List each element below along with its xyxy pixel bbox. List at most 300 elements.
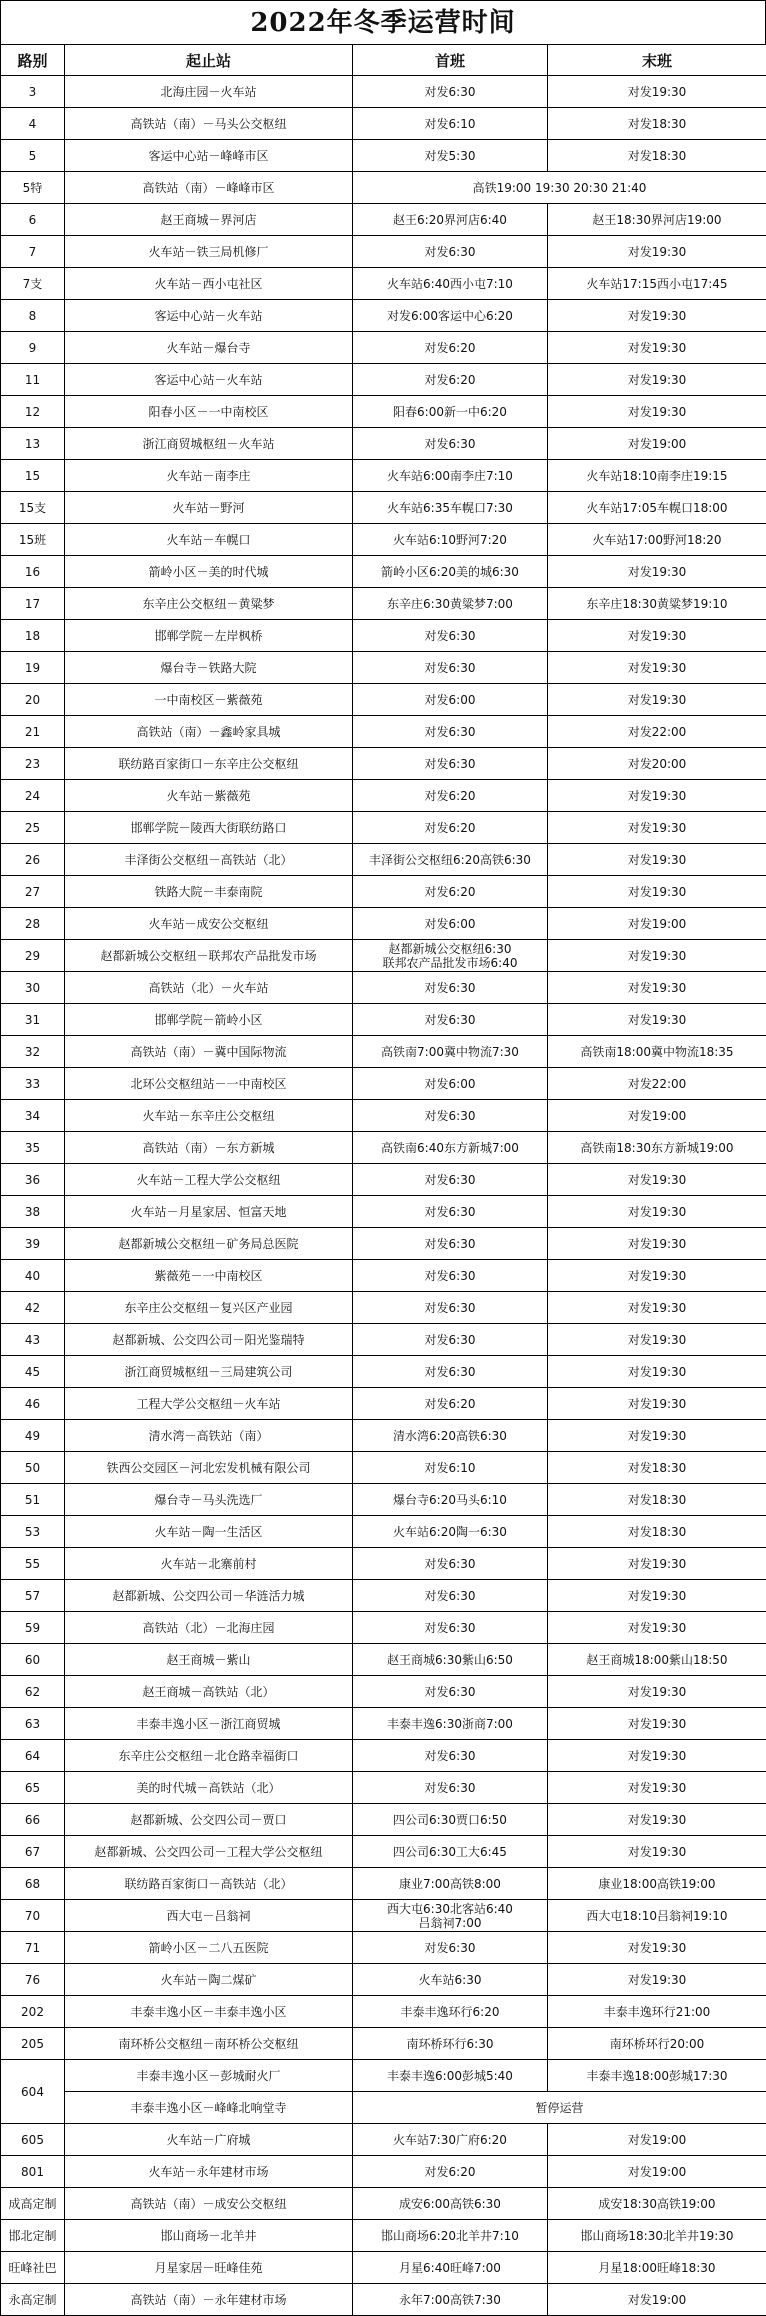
table-row	[1, 1740, 766, 1772]
table-row	[1, 1036, 766, 1068]
table-row	[1, 652, 766, 684]
first-bus-cell: 火车站7:30广府6:20	[353, 2124, 548, 2156]
first-bus-cell: 对发6:30	[353, 1772, 548, 1804]
first-bus-cell: 对发6:00	[353, 1068, 548, 1100]
last-bus-cell: 东辛庄18:30黄粱梦19:10	[548, 588, 766, 620]
last-bus-cell: 对发22:00	[548, 1068, 766, 1100]
table-row	[1, 236, 766, 268]
route-cell: 30	[1, 972, 65, 1004]
last-bus-cell: 火车站17:15西小屯17:45	[548, 268, 766, 300]
page-title: 2022年冬季运营时间	[0, 0, 766, 44]
header-route: 路别	[1, 45, 65, 76]
route-cell: 3	[1, 76, 65, 108]
table-row	[1, 1484, 766, 1516]
stations-cell: 火车站－西小屯社区	[65, 268, 353, 300]
first-bus-cell: 对发6:20	[353, 780, 548, 812]
route-cell: 5	[1, 140, 65, 172]
last-bus-cell: 西大屯18:10吕翁祠19:10	[548, 1900, 766, 1932]
first-bus-cell: 南环桥环行6:30	[353, 2028, 548, 2060]
route-cell: 46	[1, 1388, 65, 1420]
last-bus-cell: 对发19:30	[548, 876, 766, 908]
route-cell: 33	[1, 1068, 65, 1100]
stations-cell: 丰泰丰逸小区－峰峰北响堂寺	[65, 2092, 353, 2124]
route-cell: 34	[1, 1100, 65, 1132]
route-cell: 55	[1, 1548, 65, 1580]
stations-cell: 美的时代城－高铁站（北）	[65, 1772, 353, 1804]
last-bus-cell: 对发19:00	[548, 1100, 766, 1132]
table-row	[1, 1356, 766, 1388]
route-cell: 604	[1, 2060, 65, 2124]
route-cell: 59	[1, 1612, 65, 1644]
stations-cell: 赵都新城、公交四公司－阳光鉴瑞特	[65, 1324, 353, 1356]
route-cell: 17	[1, 588, 65, 620]
route-cell: 8	[1, 300, 65, 332]
first-bus-cell: 对发6:30	[353, 1196, 548, 1228]
last-bus-cell: 高铁南18:00冀中物流18:35	[548, 1036, 766, 1068]
route-cell: 9	[1, 332, 65, 364]
first-bus-cell: 对发6:30	[353, 972, 548, 1004]
first-bus-cell: 火车站6:20陶一6:30	[353, 1516, 548, 1548]
last-bus-cell: 对发18:30	[548, 140, 766, 172]
stations-cell: 铁路大院－丰泰南院	[65, 876, 353, 908]
route-cell: 7	[1, 236, 65, 268]
last-bus-cell: 邯山商场18:30北羊井19:30	[548, 2220, 766, 2252]
route-cell: 63	[1, 1708, 65, 1740]
first-bus-cell: 对发6:30	[353, 748, 548, 780]
table-row	[1, 780, 766, 812]
last-bus-cell: 对发19:30	[548, 1324, 766, 1356]
first-bus-cell: 月星6:40旺峰7:00	[353, 2252, 548, 2284]
last-bus-cell: 赵王商城18:00紫山18:50	[548, 1644, 766, 1676]
stations-cell: 赵都新城、公交四公司－华涟活力城	[65, 1580, 353, 1612]
route-cell: 57	[1, 1580, 65, 1612]
first-bus-cell: 对发6:00	[353, 908, 548, 940]
stations-cell: 箭岭小区－美的时代城	[65, 556, 353, 588]
table-row	[1, 748, 766, 780]
table-row	[1, 1804, 766, 1836]
last-bus-cell: 对发19:30	[548, 76, 766, 108]
first-bus-cell: 对发6:20	[353, 876, 548, 908]
route-cell: 24	[1, 780, 65, 812]
table-row	[1, 1708, 766, 1740]
stations-cell: 火车站－广府城	[65, 2124, 353, 2156]
table-row	[1, 812, 766, 844]
first-bus-cell: 火车站6:10野河7:20	[353, 524, 548, 556]
stations-cell: 高铁站（南）－东方新城	[65, 1132, 353, 1164]
last-bus-cell: 对发19:30	[548, 620, 766, 652]
first-bus-cell: 对发6:30	[353, 1164, 548, 1196]
table-row	[1, 524, 766, 556]
table-row	[1, 1836, 766, 1868]
first-bus-cell: 清水湾6:20高铁6:30	[353, 1420, 548, 1452]
table-row	[1, 2188, 766, 2220]
last-bus-cell: 对发19:30	[548, 1676, 766, 1708]
last-bus-cell: 火车站18:10南李庄19:15	[548, 460, 766, 492]
stations-cell: 赵王商城－界河店	[65, 204, 353, 236]
first-bus-cell: 对发6:30	[353, 236, 548, 268]
last-bus-cell: 南环桥环行20:00	[548, 2028, 766, 2060]
stations-cell: 高铁站（南）－成安公交枢纽	[65, 2188, 353, 2220]
last-bus-cell: 对发19:30	[548, 1420, 766, 1452]
route-cell: 28	[1, 908, 65, 940]
last-bus-cell: 对发19:30	[548, 1004, 766, 1036]
first-bus-cell: 对发6:30	[353, 1580, 548, 1612]
stations-cell: 客运中心站－峰峰市区	[65, 140, 353, 172]
stations-cell: 丰泽街公交枢纽－高铁站（北）	[65, 844, 353, 876]
stations-cell: 赵王商城－紫山	[65, 1644, 353, 1676]
route-cell: 42	[1, 1292, 65, 1324]
last-bus-cell: 对发19:30	[548, 844, 766, 876]
first-bus-cell: 火车站6:30	[353, 1964, 548, 1996]
stations-cell: 火车站－陶二煤矿	[65, 1964, 353, 1996]
first-bus-cell: 对发6:30	[353, 1932, 548, 1964]
first-bus-cell: 对发6:30	[353, 1260, 548, 1292]
table-row	[1, 1452, 766, 1484]
table-row	[1, 1868, 766, 1900]
last-bus-cell: 对发19:30	[548, 236, 766, 268]
route-cell: 51	[1, 1484, 65, 1516]
route-cell: 20	[1, 684, 65, 716]
stations-cell: 丰泰丰逸小区－丰泰丰逸小区	[65, 1996, 353, 2028]
route-cell: 64	[1, 1740, 65, 1772]
first-bus-cell: 高铁南7:00冀中物流7:30	[353, 1036, 548, 1068]
first-bus-cell: 对发6:30	[353, 1292, 548, 1324]
last-bus-cell: 对发19:30	[548, 1228, 766, 1260]
last-bus-cell: 对发19:30	[548, 396, 766, 428]
stations-cell: 爆台寺－马头洗选厂	[65, 1484, 353, 1516]
stations-cell: 高铁站（南）－鑫岭家具城	[65, 716, 353, 748]
route-cell: 49	[1, 1420, 65, 1452]
route-cell: 801	[1, 2156, 65, 2188]
merged-time-cell: 高铁19:00 19:30 20:30 21:40	[353, 172, 766, 204]
table-row	[1, 1996, 766, 2028]
first-bus-cell: 火车站6:40西小屯7:10	[353, 268, 548, 300]
stations-cell: 东辛庄公交枢纽－北仓路幸福街口	[65, 1740, 353, 1772]
last-bus-cell: 对发19:30	[548, 1164, 766, 1196]
table-row	[1, 1612, 766, 1644]
last-bus-cell: 丰泰丰逸环行21:00	[548, 1996, 766, 2028]
table-row	[1, 2220, 766, 2252]
first-bus-cell: 对发6:30	[353, 620, 548, 652]
table-row	[1, 1772, 766, 1804]
first-bus-cell: 对发6:30	[353, 652, 548, 684]
table-row	[1, 1580, 766, 1612]
first-bus-cell: 对发6:00客运中心6:20	[353, 300, 548, 332]
last-bus-cell: 赵王18:30界河店19:00	[548, 204, 766, 236]
route-cell: 40	[1, 1260, 65, 1292]
stations-cell: 浙江商贸城枢纽－三局建筑公司	[65, 1356, 353, 1388]
last-bus-cell: 火车站17:00野河18:20	[548, 524, 766, 556]
table-row	[1, 172, 766, 204]
stations-cell: 客运中心站－火车站	[65, 300, 353, 332]
first-bus-cell: 邯山商场6:20北羊井7:10	[353, 2220, 548, 2252]
stations-cell: 高铁站（南）－永年建材市场	[65, 2284, 353, 2316]
last-bus-cell: 对发19:00	[548, 908, 766, 940]
table-row	[1, 2156, 766, 2188]
first-bus-cell: 对发6:30	[353, 1356, 548, 1388]
last-bus-cell: 对发19:30	[548, 1836, 766, 1868]
stations-cell: 南环桥公交枢纽－南环桥公交枢纽	[65, 2028, 353, 2060]
table-row	[1, 268, 766, 300]
stations-cell: 火车站－永年建材市场	[65, 2156, 353, 2188]
table-row	[1, 876, 766, 908]
table-row	[1, 364, 766, 396]
route-cell: 70	[1, 1900, 65, 1932]
last-bus-cell: 对发19:30	[548, 364, 766, 396]
stations-cell: 一中南校区－紫薇苑	[65, 684, 353, 716]
table-row	[1, 1516, 766, 1548]
first-bus-cell: 爆台寺6:20马头6:10	[353, 1484, 548, 1516]
route-cell: 32	[1, 1036, 65, 1068]
route-cell: 35	[1, 1132, 65, 1164]
first-bus-line: 赵都新城公交枢纽6:30	[355, 942, 545, 956]
table-row	[1, 1292, 766, 1324]
last-bus-cell: 对发19:30	[548, 1260, 766, 1292]
last-bus-cell: 对发19:30	[548, 1292, 766, 1324]
table-row	[1, 588, 766, 620]
first-bus-cell: 丰泰丰逸环行6:20	[353, 1996, 548, 2028]
route-cell: 62	[1, 1676, 65, 1708]
route-cell: 202	[1, 1996, 65, 2028]
stations-cell: 东辛庄公交枢纽－黄粱梦	[65, 588, 353, 620]
stations-cell: 火车站－北寨前村	[65, 1548, 353, 1580]
last-bus-cell: 对发19:30	[548, 1772, 766, 1804]
route-cell: 19	[1, 652, 65, 684]
table-row	[1, 1388, 766, 1420]
stations-cell: 高铁站（南）－冀中国际物流	[65, 1036, 353, 1068]
route-cell: 68	[1, 1868, 65, 1900]
route-cell: 永高定制	[1, 2284, 65, 2316]
first-bus-cell: 赵王6:20界河店6:40	[353, 204, 548, 236]
route-cell: 4	[1, 108, 65, 140]
table-row	[1, 140, 766, 172]
first-bus-line: 联邦农产品批发市场6:40	[355, 956, 545, 970]
stations-cell: 浙江商贸城枢纽－火车站	[65, 428, 353, 460]
stations-cell: 赵都新城公交枢纽－矿务局总医院	[65, 1228, 353, 1260]
stations-cell: 工程大学公交枢纽－火车站	[65, 1388, 353, 1420]
last-bus-cell: 对发19:30	[548, 780, 766, 812]
table-row	[1, 1932, 766, 1964]
table-row	[1, 1100, 766, 1132]
stations-cell: 阳春小区－一中南校区	[65, 396, 353, 428]
last-bus-cell: 对发19:00	[548, 2124, 766, 2156]
stations-cell: 火车站－铁三局机修厂	[65, 236, 353, 268]
first-bus-cell: 成安6:00高铁6:30	[353, 2188, 548, 2220]
route-cell: 71	[1, 1932, 65, 1964]
stations-cell: 紫薇苑－一中南校区	[65, 1260, 353, 1292]
route-cell: 31	[1, 1004, 65, 1036]
last-bus-cell: 对发19:30	[548, 1708, 766, 1740]
route-cell: 6	[1, 204, 65, 236]
last-bus-cell: 月星18:00旺峰18:30	[548, 2252, 766, 2284]
first-bus-cell: 火车站6:00南李庄7:10	[353, 460, 548, 492]
first-bus-cell: 对发6:30	[353, 1100, 548, 1132]
table-row	[1, 972, 766, 1004]
table-row	[1, 204, 766, 236]
stations-cell: 火车站－野河	[65, 492, 353, 524]
table-row	[1, 2028, 766, 2060]
stations-cell: 火车站－成安公交枢纽	[65, 908, 353, 940]
last-bus-cell: 对发18:30	[548, 108, 766, 140]
header-row	[1, 45, 766, 76]
first-bus-cell: 箭岭小区6:20美的城6:30	[353, 556, 548, 588]
table-row	[1, 1004, 766, 1036]
first-bus-cell: 对发6:20	[353, 332, 548, 364]
first-bus-cell: 对发6:30	[353, 1228, 548, 1260]
route-cell: 605	[1, 2124, 65, 2156]
table-row	[1, 2092, 766, 2124]
header-stations: 起止站	[65, 45, 353, 76]
last-bus-cell: 对发19:30	[548, 1388, 766, 1420]
last-bus-cell: 对发19:00	[548, 2156, 766, 2188]
table-row	[1, 1548, 766, 1580]
route-cell: 60	[1, 1644, 65, 1676]
route-cell: 39	[1, 1228, 65, 1260]
stations-cell: 邯郸学院－陵西大街联纺路口	[65, 812, 353, 844]
first-bus-cell: 对发6:20	[353, 1388, 548, 1420]
first-bus-cell: 对发6:10	[353, 108, 548, 140]
table-row	[1, 1900, 766, 1932]
stations-cell: 高铁站（南）－峰峰市区	[65, 172, 353, 204]
first-bus-cell: 高铁南6:40东方新城7:00	[353, 1132, 548, 1164]
first-bus-cell: 对发5:30	[353, 140, 548, 172]
first-bus-cell: 丰泰丰逸6:30浙商7:00	[353, 1708, 548, 1740]
route-cell: 11	[1, 364, 65, 396]
last-bus-cell: 对发19:30	[548, 300, 766, 332]
last-bus-cell: 成安18:30高铁19:00	[548, 2188, 766, 2220]
stations-cell: 爆台寺－铁路大院	[65, 652, 353, 684]
table-row	[1, 844, 766, 876]
first-bus-cell: 东辛庄6:30黄粱梦7:00	[353, 588, 548, 620]
route-cell: 25	[1, 812, 65, 844]
last-bus-cell: 对发19:30	[548, 1932, 766, 1964]
table-row	[1, 2252, 766, 2284]
first-bus-cell: 对发6:30	[353, 1676, 548, 1708]
stations-cell: 火车站－南李庄	[65, 460, 353, 492]
last-bus-cell: 对发19:30	[548, 1356, 766, 1388]
route-cell: 29	[1, 940, 65, 972]
route-cell: 66	[1, 1804, 65, 1836]
table-row	[1, 460, 766, 492]
route-cell: 12	[1, 396, 65, 428]
first-bus-cell: 康业7:00高铁8:00	[353, 1868, 548, 1900]
last-bus-cell: 对发19:30	[548, 1964, 766, 1996]
table-row	[1, 556, 766, 588]
table-row	[1, 1228, 766, 1260]
first-bus-cell	[353, 1900, 548, 1932]
stations-cell: 联纺路百家街口－高铁站（北）	[65, 1868, 353, 1900]
table-row	[1, 1676, 766, 1708]
table-row	[1, 2284, 766, 2316]
table-row	[1, 428, 766, 460]
stations-cell: 火车站－紫薇苑	[65, 780, 353, 812]
last-bus-cell: 对发19:30	[548, 556, 766, 588]
table-row	[1, 1420, 766, 1452]
route-cell: 53	[1, 1516, 65, 1548]
route-cell: 16	[1, 556, 65, 588]
route-cell: 27	[1, 876, 65, 908]
last-bus-cell: 对发19:30	[548, 1580, 766, 1612]
first-bus-cell: 对发6:30	[353, 1004, 548, 1036]
first-bus-cell: 永年7:00高铁7:30	[353, 2284, 548, 2316]
last-bus-cell: 对发18:30	[548, 1452, 766, 1484]
table-row	[1, 396, 766, 428]
stations-cell: 北海庄园－火车站	[65, 76, 353, 108]
stations-cell: 火车站－爆台寺	[65, 332, 353, 364]
table-row	[1, 108, 766, 140]
last-bus-cell: 对发19:30	[548, 972, 766, 1004]
table-row	[1, 1132, 766, 1164]
table-row	[1, 1964, 766, 1996]
stations-cell: 赵王商城－高铁站（北）	[65, 1676, 353, 1708]
first-bus-cell: 火车站6:35车幌口7:30	[353, 492, 548, 524]
stations-cell: 东辛庄公交枢纽－复兴区产业园	[65, 1292, 353, 1324]
route-cell: 65	[1, 1772, 65, 1804]
last-bus-cell: 对发18:30	[548, 1484, 766, 1516]
table-row	[1, 300, 766, 332]
first-bus-cell: 对发6:30	[353, 1740, 548, 1772]
last-bus-cell: 对发19:30	[548, 1196, 766, 1228]
last-bus-cell: 对发19:00	[548, 428, 766, 460]
route-cell: 26	[1, 844, 65, 876]
table-row	[1, 76, 766, 108]
stations-cell: 清水湾－高铁站（南）	[65, 1420, 353, 1452]
route-cell: 45	[1, 1356, 65, 1388]
route-cell: 7支	[1, 268, 65, 300]
stations-cell: 铁西公交园区－河北宏发机械有限公司	[65, 1452, 353, 1484]
stations-cell: 高铁站（北）－北海庄园	[65, 1612, 353, 1644]
table-row	[1, 1260, 766, 1292]
first-bus-cell: 对发6:30	[353, 428, 548, 460]
stations-cell: 联纺路百家街口－东辛庄公交枢纽	[65, 748, 353, 780]
stations-cell: 西大屯－吕翁祠	[65, 1900, 353, 1932]
route-cell: 5特	[1, 172, 65, 204]
last-bus-cell: 对发19:00	[548, 2284, 766, 2316]
route-cell: 23	[1, 748, 65, 780]
stations-cell: 火车站－工程大学公交枢纽	[65, 1164, 353, 1196]
last-bus-cell: 对发19:30	[548, 1548, 766, 1580]
route-cell: 15	[1, 460, 65, 492]
first-bus-cell: 对发6:30	[353, 1612, 548, 1644]
stations-cell: 客运中心站－火车站	[65, 364, 353, 396]
route-cell: 旺峰社巴	[1, 2252, 65, 2284]
table-row	[1, 908, 766, 940]
stations-cell: 邯郸学院－左岸枫桥	[65, 620, 353, 652]
first-bus-cell: 四公司6:30贾口6:50	[353, 1804, 548, 1836]
first-bus-cell: 阳春6:00新一中6:20	[353, 396, 548, 428]
first-bus-cell: 对发6:10	[353, 1452, 548, 1484]
stations-cell: 北环公交枢纽站－一中南校区	[65, 1068, 353, 1100]
stations-cell: 赵都新城、公交四公司－贾口	[65, 1804, 353, 1836]
first-bus-cell: 对发6:20	[353, 2156, 548, 2188]
first-bus-cell	[353, 940, 548, 972]
stations-cell: 高铁站（北）－火车站	[65, 972, 353, 1004]
route-cell: 21	[1, 716, 65, 748]
table-row	[1, 1164, 766, 1196]
last-bus-cell: 对发22:00	[548, 716, 766, 748]
last-bus-cell: 火车站17:05车幌口18:00	[548, 492, 766, 524]
first-bus-cell: 四公司6:30工大6:45	[353, 1836, 548, 1868]
last-bus-cell: 对发19:30	[548, 940, 766, 972]
stations-cell: 月星家居－旺峰佳苑	[65, 2252, 353, 2284]
first-bus-cell: 对发6:20	[353, 812, 548, 844]
header-last: 末班	[548, 45, 766, 76]
stations-cell: 高铁站（南）－马头公交枢纽	[65, 108, 353, 140]
table-row	[1, 1644, 766, 1676]
stations-cell: 火车站－月星家居、恒富天地	[65, 1196, 353, 1228]
route-cell: 18	[1, 620, 65, 652]
stations-cell: 丰泰丰逸小区－彭城耐火厂	[65, 2060, 353, 2092]
